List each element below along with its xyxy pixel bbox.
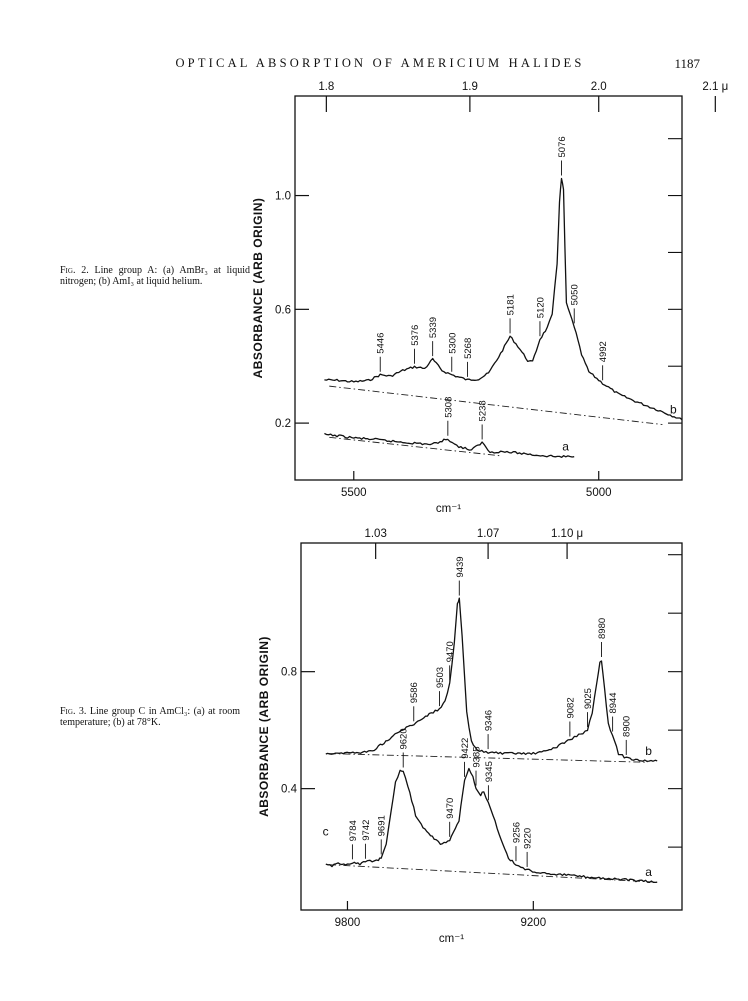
fig2-peak-label: 5446	[375, 332, 387, 354]
page-number: 1187	[674, 56, 700, 71]
fig2-peak-label: 5076	[556, 136, 568, 158]
fig3-peak-label: 9470	[445, 797, 457, 819]
fig3-peak-label: 9586	[409, 682, 421, 704]
fig3-peak-label: 9742	[360, 819, 372, 841]
running-title: OPTICAL ABSORPTION OF AMERICIUM HALIDES	[175, 56, 585, 70]
fig3-peak-label: 9620	[398, 728, 410, 750]
fig3-peak-label: 9422	[460, 737, 472, 759]
fig2-x-tick-label: 5500	[340, 487, 367, 499]
fig3-x-axis-title: cm⁻¹	[438, 933, 465, 945]
fig2-y-tick-label: 1.0	[275, 190, 291, 203]
fig2-peak-label: 5339	[428, 316, 440, 339]
fig3-y-axis-title: ABSORBANCE (ARB ORIGIN)	[257, 636, 271, 817]
fig3-top-tick-label: 1.03	[364, 528, 387, 540]
fig2-peak-label: 5376	[410, 324, 422, 346]
fig3-peak-label: 9025	[583, 688, 595, 710]
fig2-x-tick-label: 5000	[585, 487, 612, 499]
fig2-y-tick-label: 0.6	[275, 304, 291, 317]
fig3-peak-label: 8944	[608, 692, 620, 714]
fig3-peak-label: 9256	[511, 821, 523, 844]
fig2-top-tick-label: 2.1 μ	[702, 81, 729, 93]
fig2-peak-label: 5300	[447, 332, 459, 354]
fig3-y-tick-label: 0.4	[281, 783, 297, 796]
fig2-peak-label: 5120	[535, 297, 547, 319]
fig3-x-tick-label: 9800	[334, 917, 361, 929]
figure-3-caption-text: Line group C in AmCl₃: (a) at room temperature; (b) at 78°K.	[60, 706, 240, 728]
fig2-x-axis-title: cm⁻¹	[435, 503, 462, 515]
fig3-peak-label: 8900	[621, 715, 633, 737]
fig3-peak-label: 9784	[347, 820, 359, 842]
figure-3-caption-label: Fig. 3.	[60, 706, 87, 717]
fig2-peak-label: 5181	[505, 294, 517, 316]
fig3-peak-label: 9503	[434, 666, 446, 689]
fig3-free-label: c	[322, 824, 329, 839]
fig3-peak-label: 9439	[454, 556, 466, 578]
fig3-series-a-baseline	[329, 865, 657, 883]
fig3-peak-label: 9345	[483, 761, 495, 783]
fig2-top-tick-label: 1.9	[461, 81, 478, 93]
fig2-top-tick-label: 2.0	[590, 81, 607, 93]
fig2-peak-label: 5238	[477, 400, 489, 422]
fig3-peak-label: 9470	[445, 641, 457, 663]
fig3-series-b-baseline	[329, 754, 648, 763]
fig3-x-tick-label: 9200	[520, 917, 547, 929]
fig3-series-a-label: a	[645, 865, 652, 880]
figure-2-caption-text: Line group A: (a) AmBr₃ at liquid nitrogen; (b) AmI₃ at liquid helium.	[60, 265, 250, 287]
fig3-series-a-line	[326, 769, 657, 883]
fig3-top-tick-label: 1.07	[476, 528, 500, 540]
fig3-peak-label: 9385	[471, 746, 483, 768]
fig3-top-tick-label: 1.10 μ	[550, 528, 584, 540]
fig2-peak-label: 5308	[443, 396, 455, 418]
figure-2-caption-label: Fig. 2.	[60, 265, 89, 276]
fig2-peak-label: 4992	[598, 341, 610, 363]
fig2-series-a-label: a	[562, 439, 569, 454]
fig2-y-tick-label: 0.2	[275, 418, 291, 431]
fig2-peak-label: 5050	[569, 284, 581, 306]
fig2-y-axis-title: ABSORBANCE (ARB ORIGIN)	[251, 197, 265, 379]
fig3-y-tick-label: 0.8	[281, 666, 297, 679]
fig3-peak-label: 9346	[483, 709, 495, 732]
fig2-top-tick-label: 1.8	[318, 81, 335, 93]
fig3-peak-label: 9082	[565, 697, 577, 719]
fig2-series-b-label: b	[670, 402, 677, 417]
fig3-peak-label: 8980	[596, 617, 608, 639]
fig3-series-b-label: b	[645, 743, 652, 758]
fig2-peak-label: 5268	[462, 337, 474, 359]
fig3-peak-label: 9220	[522, 827, 534, 849]
fig3-peak-label: 9691	[376, 815, 388, 837]
